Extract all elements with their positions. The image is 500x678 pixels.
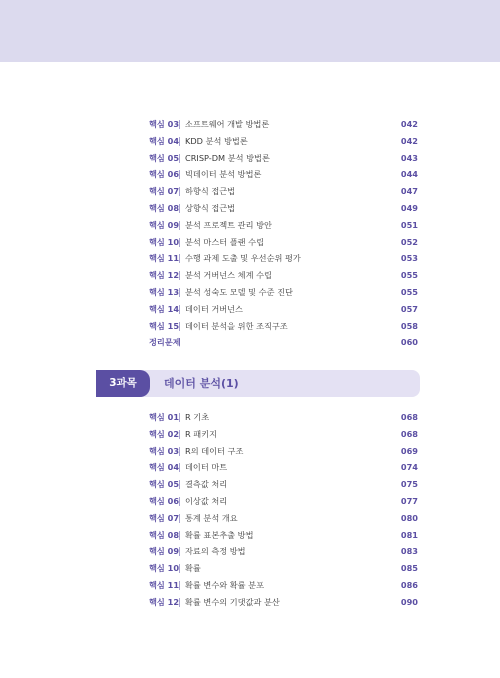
- toc-entry-key: 핵심 12: [149, 596, 180, 607]
- toc-entry-title: 결측값 처리: [185, 479, 228, 490]
- toc-separator: [179, 447, 180, 456]
- toc-entry-page: 042: [400, 135, 418, 146]
- toc-separator: [179, 305, 180, 314]
- toc-list-bottom: [0, 409, 500, 611]
- toc-entry-key: 핵심 12: [149, 270, 180, 281]
- toc-entry-page: 090: [400, 596, 418, 607]
- toc-entry[interactable]: [0, 301, 500, 318]
- toc-entry-title: 데이터 분석을 위한 조직구조: [185, 320, 288, 331]
- toc-separator: [179, 204, 180, 213]
- toc-entry-key: 핵심 10: [149, 563, 180, 574]
- toc-entry[interactable]: [0, 200, 500, 217]
- toc-entry-key: 핵심 05: [149, 152, 180, 163]
- review-row[interactable]: [0, 334, 500, 351]
- toc-entry-key: 핵심 08: [149, 202, 180, 213]
- toc-entry-title: 확률 표본추출 방법: [185, 529, 254, 540]
- toc-entry[interactable]: [0, 594, 500, 611]
- toc-entry-page: 068: [400, 428, 418, 439]
- header-band: [0, 0, 500, 62]
- toc-entry-key: 핵심 04: [149, 135, 180, 146]
- toc-entry[interactable]: [0, 318, 500, 335]
- toc-entry-title: 수행 과제 도출 및 우선순위 평가: [185, 253, 301, 264]
- toc-entry[interactable]: [0, 510, 500, 527]
- toc-entry-page: 044: [400, 169, 418, 180]
- toc-entry-page: 068: [400, 412, 418, 422]
- toc-entry-key: 핵심 07: [149, 186, 180, 197]
- toc-entry-page: 080: [400, 512, 418, 523]
- toc-entry-page: 086: [400, 579, 418, 590]
- toc-entry-page: 075: [400, 479, 418, 490]
- section-header: [96, 370, 420, 397]
- toc-entry-title: CRISP-DM 분석 방법론: [185, 152, 270, 163]
- toc-separator: [179, 531, 180, 540]
- toc-entry[interactable]: [0, 426, 500, 443]
- toc-entry-key: 핵심 14: [149, 303, 180, 314]
- toc-entry-key: 핵심 13: [149, 286, 180, 297]
- toc-entry-page: 069: [400, 445, 418, 456]
- toc-entry-title: 이상값 처리: [185, 495, 228, 506]
- toc-entry[interactable]: [0, 560, 500, 577]
- toc-entry-page: 057: [400, 303, 418, 314]
- toc-entry-key: 핵심 08: [149, 529, 180, 540]
- toc-separator: [179, 430, 180, 439]
- section-title: 데이터 분석(1): [164, 377, 239, 390]
- toc-separator: [179, 564, 180, 573]
- toc-separator: [179, 288, 180, 297]
- toc-entry-title: 확률 변수와 확률 분포: [185, 579, 264, 590]
- toc-entry-key: 핵심 06: [149, 169, 180, 180]
- toc-separator: [179, 598, 180, 607]
- toc-entry-title: 확률: [185, 563, 201, 574]
- toc-separator: [179, 463, 180, 472]
- toc-separator: [179, 547, 180, 556]
- toc-entry-title: R의 데이터 구조: [185, 445, 244, 456]
- review-page: 060: [400, 337, 418, 348]
- toc-entry-key: 핵심 02: [149, 428, 180, 439]
- toc-entry-key: 핵심 04: [149, 462, 180, 473]
- toc-entry-title: 분석 프로젝트 관리 방안: [185, 219, 272, 230]
- toc-entry[interactable]: [0, 577, 500, 594]
- toc-entry-key: 핵심 05: [149, 479, 180, 490]
- toc-separator: [179, 480, 180, 489]
- toc-entry-key: 핵심 09: [149, 546, 180, 557]
- toc-entry-title: 자료의 측정 방법: [185, 546, 246, 557]
- toc-entry-title: 분석 거버넌스 체계 수립: [185, 270, 272, 281]
- toc-entry[interactable]: [0, 250, 500, 267]
- toc-entry[interactable]: [0, 234, 500, 251]
- toc-separator: [179, 254, 180, 263]
- review-label: 정리문제: [149, 337, 181, 348]
- toc-separator: [179, 187, 180, 196]
- toc-entry-key: 핵심 15: [149, 320, 180, 331]
- toc-separator: [179, 322, 180, 331]
- toc-separator: [179, 514, 180, 523]
- toc-entry[interactable]: [0, 543, 500, 560]
- toc-entry-page: 052: [400, 236, 418, 247]
- toc-list-top: [0, 116, 500, 334]
- toc-entry-page: 051: [400, 219, 418, 230]
- toc-entry-title: 상향식 접근법: [185, 202, 236, 213]
- toc-entry-page: 049: [400, 202, 418, 213]
- toc-entry-title: 분석 마스터 플랜 수립: [185, 236, 264, 247]
- toc-entry-page: 042: [400, 119, 418, 129]
- toc-entry-title: 분석 성숙도 모델 및 수준 진단: [185, 286, 293, 297]
- toc-separator: [179, 581, 180, 590]
- toc-separator: [179, 154, 180, 163]
- toc-entry[interactable]: [0, 459, 500, 476]
- toc-entry-key: 핵심 01: [149, 412, 180, 422]
- toc-separator: [179, 238, 180, 247]
- toc-entry-title: 확률 변수의 기댓값과 분산: [185, 596, 280, 607]
- toc-entry-title: R 기초: [185, 412, 210, 422]
- toc-entry-title: 소프트웨어 개발 방법론: [185, 119, 270, 129]
- toc-entry-page: 085: [400, 563, 418, 574]
- toc-entry-page: 081: [400, 529, 418, 540]
- toc-entry-page: 077: [400, 495, 418, 506]
- toc-entry-page: 053: [400, 253, 418, 264]
- toc-entry-key: 핵심 10: [149, 236, 180, 247]
- toc-separator: [179, 137, 180, 146]
- toc-entry[interactable]: [0, 493, 500, 510]
- toc-entry[interactable]: [0, 217, 500, 234]
- toc-entry[interactable]: [0, 527, 500, 544]
- toc-entry[interactable]: [0, 166, 500, 183]
- toc-entry-title: 빅데이터 분석 방법론: [185, 169, 262, 180]
- toc-entry[interactable]: [0, 476, 500, 493]
- toc-entry-key: 핵심 03: [149, 445, 180, 456]
- toc-separator: [179, 413, 180, 422]
- toc-entry-key: 핵심 09: [149, 219, 180, 230]
- toc-entry-title: 데이터 마트: [185, 462, 228, 473]
- toc-entry[interactable]: [0, 443, 500, 460]
- toc-entry-title: KDD 분석 방법론: [185, 135, 248, 146]
- toc-entry-title: 하향식 접근법: [185, 186, 236, 197]
- toc-entry-key: 핵심 03: [149, 119, 180, 129]
- toc-separator: [179, 170, 180, 179]
- toc-entry-title: R 패키지: [185, 428, 218, 439]
- toc-entry-page: 074: [400, 462, 418, 473]
- toc-entry-page: 047: [400, 186, 418, 197]
- toc-entry-page: 083: [400, 546, 418, 557]
- toc-entry-page: 055: [400, 286, 418, 297]
- toc-entry[interactable]: [0, 116, 500, 133]
- toc-entry[interactable]: [0, 409, 500, 426]
- section-tab: 3과목: [96, 370, 150, 397]
- toc-entry-key: 핵심 07: [149, 512, 180, 523]
- toc-entry[interactable]: [0, 150, 500, 167]
- toc-entry[interactable]: [0, 267, 500, 284]
- toc-separator: [179, 271, 180, 280]
- toc-entry-key: 핵심 06: [149, 495, 180, 506]
- toc-entry-page: 058: [400, 320, 418, 331]
- toc-separator: [179, 497, 180, 506]
- toc-entry-title: 통계 분석 개요: [185, 512, 238, 523]
- toc-entry[interactable]: [0, 183, 500, 200]
- toc-entry-title: 데이터 거버넌스: [185, 303, 243, 314]
- toc-entry[interactable]: [0, 133, 500, 150]
- toc-entry-page: 043: [400, 152, 418, 163]
- toc-entry-key: 핵심 11: [149, 579, 180, 590]
- toc-entry[interactable]: [0, 284, 500, 301]
- toc-separator: [179, 120, 180, 129]
- toc-separator: [179, 221, 180, 230]
- toc-entry-key: 핵심 11: [149, 253, 180, 264]
- toc-entry-page: 055: [400, 270, 418, 281]
